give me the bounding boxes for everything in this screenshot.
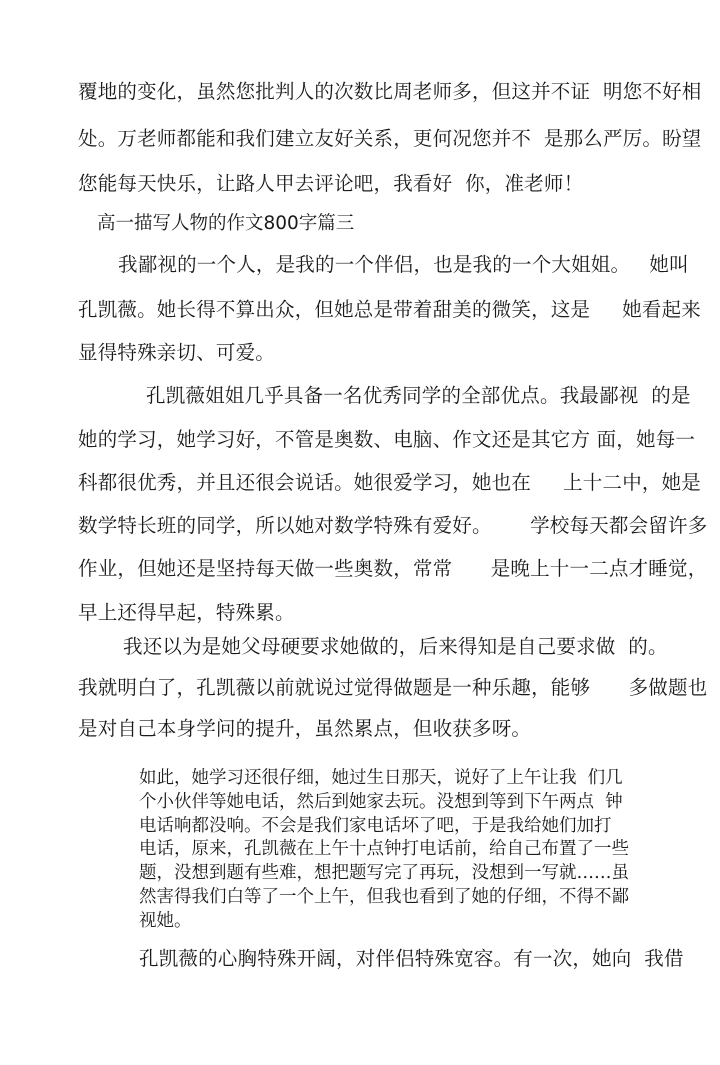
paragraph-5-line-1: 如此，她学习还很仔细，她过生日那天，说好了上午让我 们几 bbox=[139, 768, 623, 788]
paragraph-4-line-3: 是对自己本身学问的提升，虽然累点，但收获多呀。 bbox=[78, 717, 532, 740]
paragraph-3-line-3: 科都很优秀，并且还很会说话。她很爱学习，她也在 上十二中，她是 bbox=[78, 471, 701, 494]
paragraph-1-line-2: 处。万老师都能和我们建立友好关系，更何况您并不 是那么严厉。盼望 bbox=[78, 127, 702, 150]
paragraph-2-line-2: 孔凯薇。她长得不算出众，但她总是带着甜美的微笑，这是 她看起来 bbox=[78, 298, 701, 321]
paragraph-5-line-4: 电话，原来，孔凯薇在上午十点钟打电话前，给自己布置了一些 bbox=[139, 839, 629, 859]
paragraph-2-line-3: 显得特殊亲切、可爱。 bbox=[78, 341, 276, 364]
paragraph-5-line-5: 题，没想到题有些难，想把题写完了再玩，没想到一写就……虽 bbox=[139, 863, 629, 883]
paragraph-1-line-1: 覆地的变化，虽然您批判人的次数比周老师多，但这并不证 明您不好相 bbox=[78, 80, 702, 103]
paragraph-5-line-6: 然害得我们白等了一个上午，但我也看到了她的仔细，不得不鄙 bbox=[139, 887, 629, 907]
paragraph-5-line-7: 视她。 bbox=[139, 911, 192, 931]
paragraph-3-line-2: 她的学习，她学习好，不管是奥数、电脑、作文还是其它方 面，她每一 bbox=[78, 428, 696, 451]
paragraph-6-line-1: 孔凯薇的心胸特殊开阔，对伴侣特殊宽容。有一次，她向 我借 bbox=[139, 947, 684, 970]
section-heading: 高一描写人物的作文800字篇三 bbox=[97, 213, 355, 234]
paragraph-5-line-2: 个小伙伴等她电话，然后到她家去玩。没想到等到下午两点 钟 bbox=[139, 792, 623, 812]
paragraph-3-line-4: 数学特长班的同学，所以她对数学特殊有爱好。 学校每天都会留许多 bbox=[78, 514, 708, 537]
paragraph-1-line-3: 您能每天快乐，让路人甲去评论吧，我看好 你，准老师！ bbox=[78, 172, 584, 195]
paragraph-3-line-5: 作业，但她还是坚持每天做一些奥数，常常 是晚上十一二点才睡觉， bbox=[78, 557, 708, 580]
paragraph-3-line-1: 孔凯薇姐姐几乎具备一名优秀同学的全部优点。我最鄙视 的是 bbox=[146, 384, 691, 407]
paragraph-3-line-6: 早上还得早起，特殊累。 bbox=[78, 601, 295, 624]
paragraph-2-line-1: 我鄙视的一个人，是我的一个伴侣，也是我的一个大姐姐。 她叫 bbox=[118, 253, 689, 276]
paragraph-4-line-1: 我还以为是她父母硬要求她做的，后来得知是自己要求做 的。 bbox=[123, 635, 668, 658]
paragraph-4-line-2: 我就明白了，孔凯薇以前就说过觉得做题是一种乐趣，能够 多做题也 bbox=[78, 676, 708, 699]
paragraph-5-line-3: 电话响都没响。不会是我们家电话坏了吧，于是我给她们加打 bbox=[139, 816, 612, 836]
